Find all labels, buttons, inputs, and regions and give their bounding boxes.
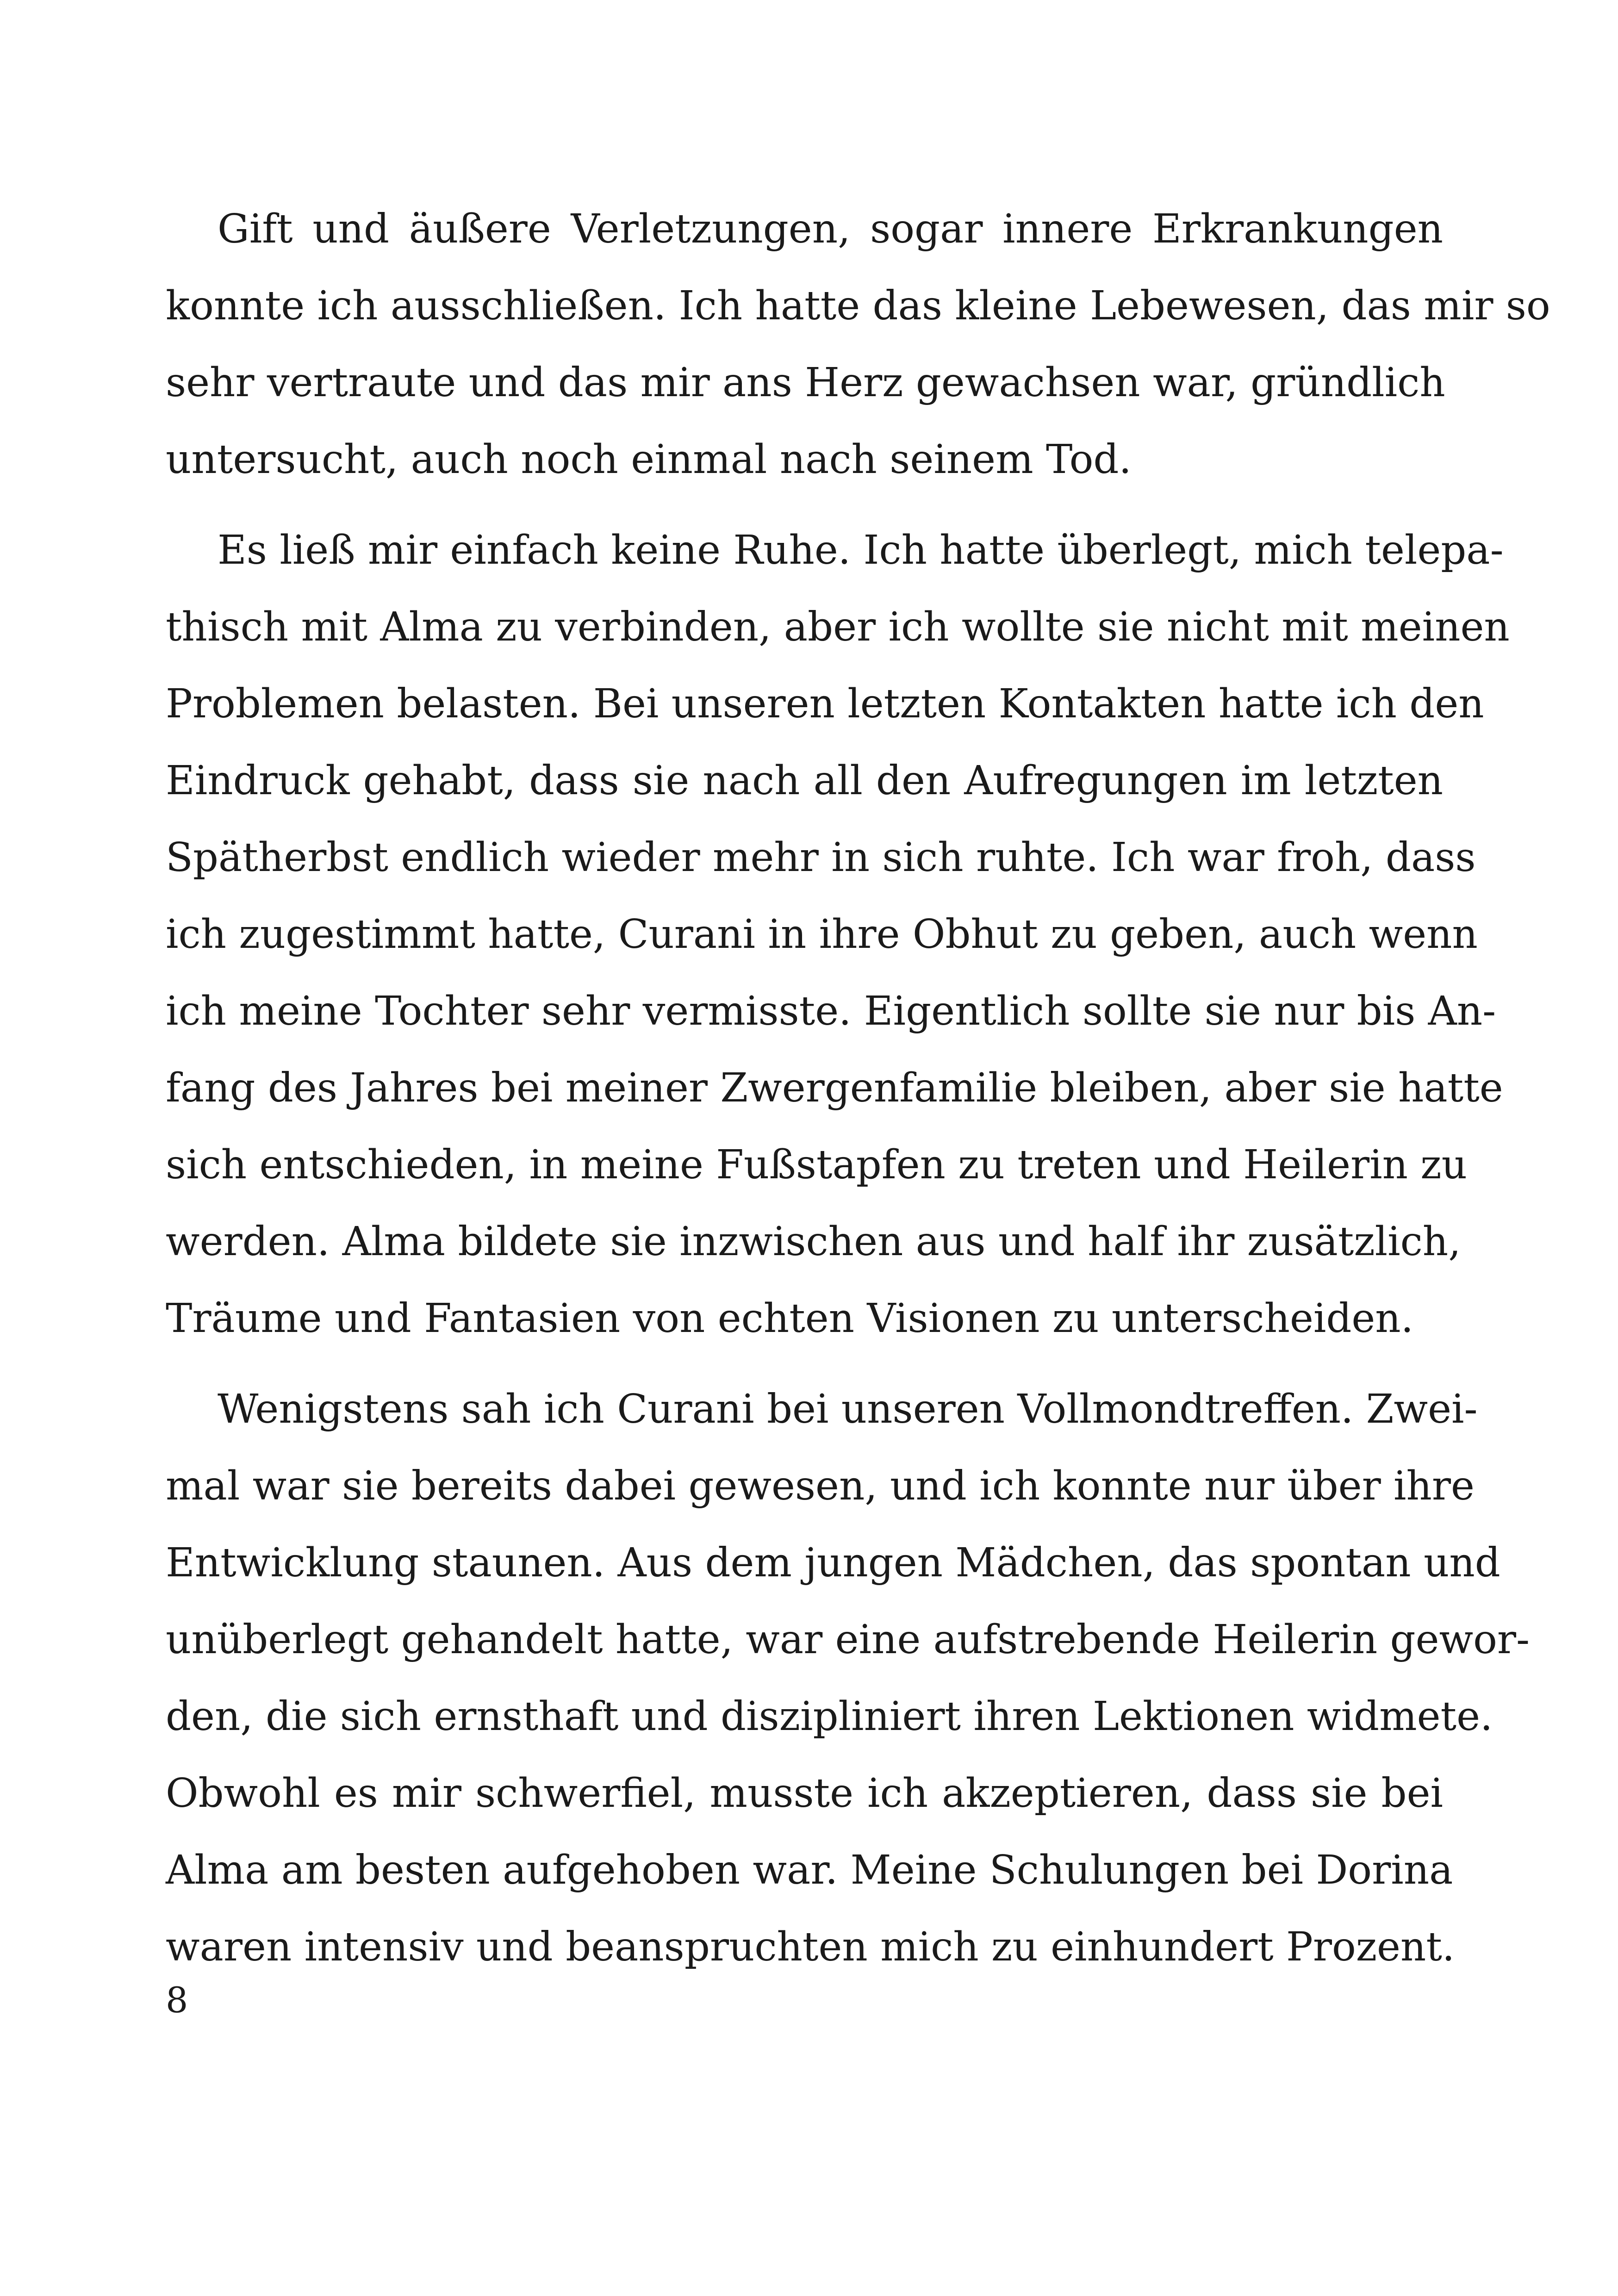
text-line: ich zugestimmt hatte, Curani in ihre Obhut zu geben, auch wenn bbox=[166, 911, 1478, 958]
text-line: Wenigstens sah ich Curani bei unseren Vollmondtreffen. Zwei- bbox=[218, 1386, 1478, 1432]
text-line: ich meine Tochter sehr vermisste. Eigentlich sollte sie nur bis An- bbox=[166, 988, 1496, 1034]
text-line: Träume und Fantasien von echten Visionen zu unterscheiden. bbox=[166, 1295, 1414, 1342]
text-line: Eindruck gehabt, dass sie nach all den Aufregungen im letzten bbox=[166, 758, 1443, 804]
text-line: Entwicklung staunen. Aus dem jungen Mädchen, das spontan und bbox=[166, 1540, 1500, 1586]
text-line: sehr vertraute und das mir ans Herz gewachsen war, gründlich bbox=[166, 360, 1445, 406]
text-line: waren intensiv und beanspruchten mich zu einhundert Prozent. bbox=[166, 1924, 1455, 1970]
text-line: den, die sich ernsthaft und diszipliniert ihren Lektionen widmete. bbox=[166, 1693, 1493, 1740]
body-text bbox=[166, 191, 1550, 1985]
text-line: Obwohl es mir schwerfiel, musste ich akzeptieren, dass sie bei bbox=[166, 1770, 1443, 1817]
text-line: fang des Jahres bei meiner Zwergenfamilie bleiben, aber sie hatte bbox=[166, 1065, 1503, 1111]
text-line: Gift und äußere Verletzungen, sogar innere Erkrankungen bbox=[218, 206, 1443, 252]
paragraph-spacer bbox=[166, 1357, 1443, 1371]
text-line: Problemen belasten. Bei unseren letzten Kontakten hatte ich den bbox=[166, 681, 1484, 727]
text-line: untersucht, auch noch einmal nach seinem Tod. bbox=[166, 436, 1132, 483]
text-line: mal war sie bereits dabei gewesen, und ich konnte nur über ihre bbox=[166, 1463, 1475, 1509]
text-line: konnte ich ausschließen. Ich hatte das kleine Lebewesen, das mir so bbox=[166, 283, 1550, 329]
paragraph-spacer bbox=[166, 498, 1443, 512]
text-line: werden. Alma bildete sie inzwischen aus und half ihr zusätzlich, bbox=[166, 1219, 1461, 1265]
text-line: Es ließ mir einfach keine Ruhe. Ich hatte überlegt, mich telepa- bbox=[218, 527, 1504, 573]
page-number: 8 bbox=[166, 1979, 188, 2021]
text-line: sich entschieden, in meine Fußstapfen zu treten und Heilerin zu bbox=[166, 1142, 1468, 1188]
text-line: Alma am besten aufgehoben war. Meine Schulungen bei Dorina bbox=[166, 1847, 1453, 1893]
text-line: unüberlegt gehandelt hatte, war eine aufstrebende Heilerin gewor- bbox=[166, 1617, 1530, 1663]
text-line: Spätherbst endlich wieder mehr in sich ruhte. Ich war froh, dass bbox=[166, 834, 1476, 881]
text-line: thisch mit Alma zu verbinden, aber ich wollte sie nicht mit meinen bbox=[166, 604, 1510, 650]
